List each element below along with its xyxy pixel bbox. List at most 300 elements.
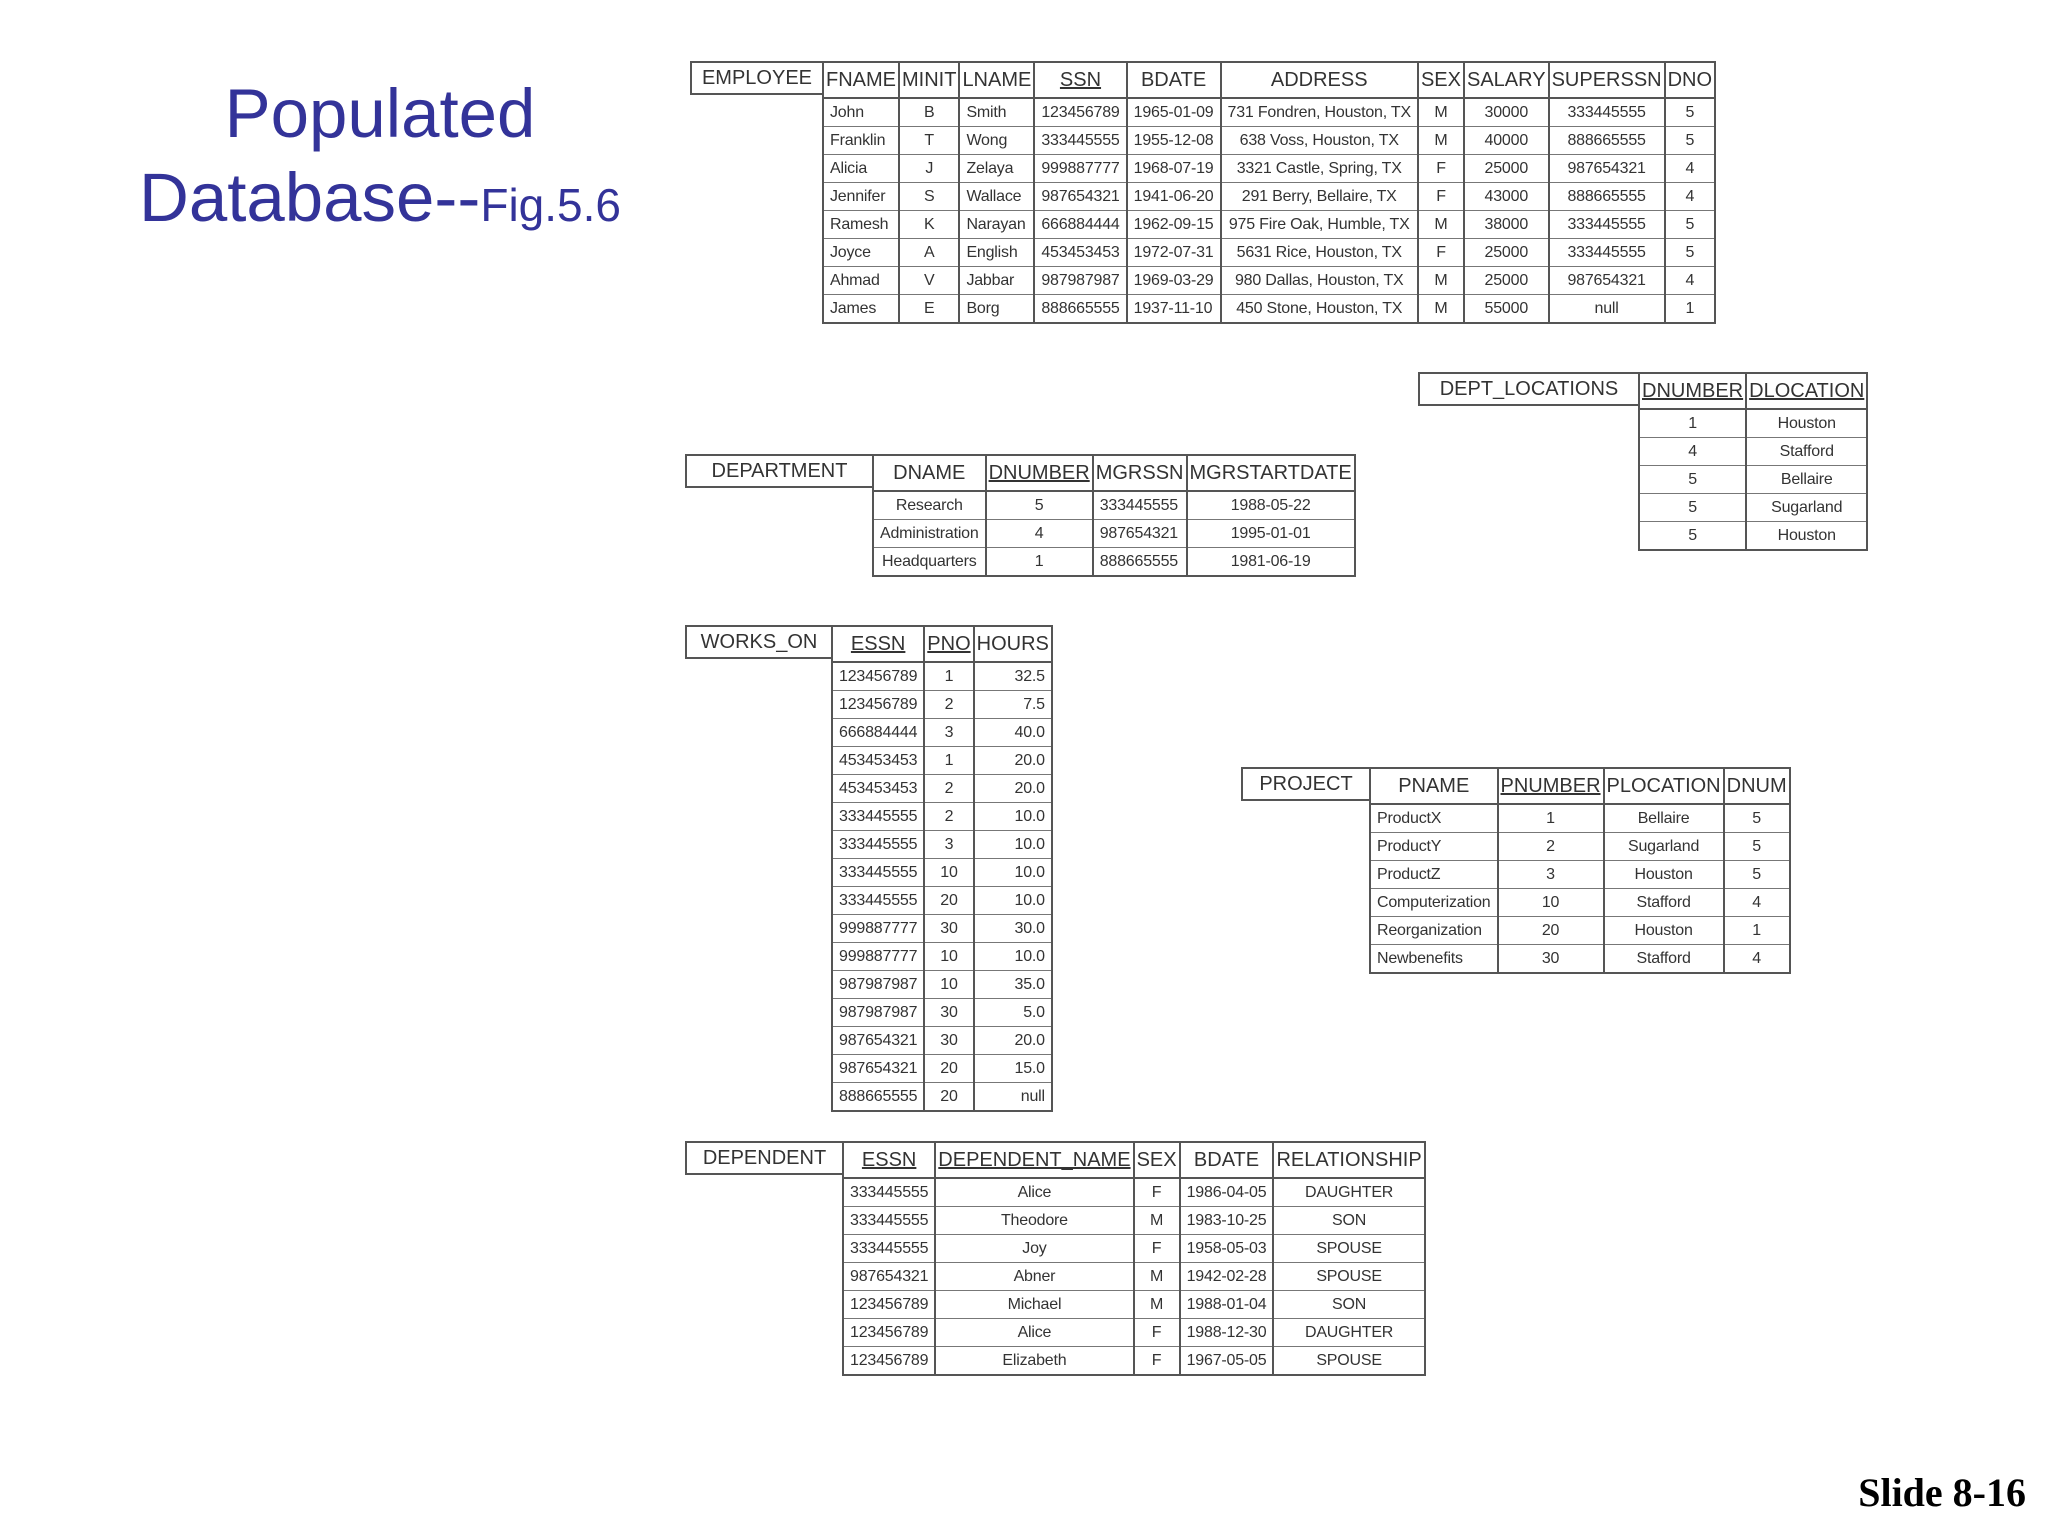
employee-cell-fname: Ahmad bbox=[823, 267, 899, 295]
employee-row bbox=[823, 155, 1715, 183]
works-on-column-pno: PNO bbox=[924, 626, 973, 662]
works-on-row bbox=[832, 1027, 1052, 1055]
dependent-cell-relationship: DAUGHTER bbox=[1273, 1178, 1424, 1207]
works-on-row bbox=[832, 803, 1052, 831]
dependent-cell-dependent-name: Theodore bbox=[935, 1207, 1133, 1235]
works-on-column-essn: ESSN bbox=[832, 626, 924, 662]
dept-locations-cell-dnumber: 5 bbox=[1639, 466, 1746, 494]
project-cell-pname: Computerization bbox=[1370, 889, 1498, 917]
dependent-cell-dependent-name: Joy bbox=[935, 1235, 1133, 1263]
slide-title-fig: Fig.5.6 bbox=[480, 179, 621, 231]
employee-cell-ssn: 453453453 bbox=[1034, 239, 1126, 267]
dept-locations-header-row bbox=[1639, 373, 1867, 409]
department-cell-mgrstartdate: 1981-06-19 bbox=[1187, 548, 1355, 577]
employee-column-minit: MINIT bbox=[899, 62, 959, 98]
department-cell-dname: Research bbox=[873, 491, 986, 520]
project-cell-dnum: 5 bbox=[1724, 833, 1790, 861]
dept-locations-cell-dlocation: Houston bbox=[1746, 409, 1867, 438]
works-on-row bbox=[832, 1055, 1052, 1083]
employee-cell-bdate: 1969-03-29 bbox=[1127, 267, 1221, 295]
employee-cell-dno: 4 bbox=[1665, 183, 1715, 211]
dependent-header-row bbox=[843, 1142, 1425, 1178]
employee-cell-superssn: 888665555 bbox=[1549, 183, 1665, 211]
slide-number: Slide 8-16 bbox=[1858, 1470, 2026, 1515]
employee-cell-minit: V bbox=[899, 267, 959, 295]
dependent-cell-sex: F bbox=[1134, 1235, 1180, 1263]
dependent-cell-relationship: SPOUSE bbox=[1273, 1263, 1424, 1291]
dependent-cell-dependent-name: Michael bbox=[935, 1291, 1133, 1319]
employee-cell-sex: F bbox=[1418, 155, 1464, 183]
dependent-cell-sex: M bbox=[1134, 1291, 1180, 1319]
project-header-row bbox=[1370, 768, 1790, 804]
dependent-cell-essn: 123456789 bbox=[843, 1291, 935, 1319]
project-cell-pnumber: 30 bbox=[1498, 945, 1604, 974]
works-on-cell-pno: 2 bbox=[924, 775, 973, 803]
dept-locations-cell-dlocation: Houston bbox=[1746, 522, 1867, 551]
works-on-cell-pno: 20 bbox=[924, 887, 973, 915]
project-cell-dnum: 5 bbox=[1724, 804, 1790, 833]
employee-cell-bdate: 1968-07-19 bbox=[1127, 155, 1221, 183]
dependent-cell-bdate: 1988-12-30 bbox=[1180, 1319, 1274, 1347]
works-on-row bbox=[832, 971, 1052, 999]
works-on-cell-pno: 3 bbox=[924, 831, 973, 859]
department-row bbox=[873, 548, 1355, 577]
dependent-cell-sex: F bbox=[1134, 1319, 1180, 1347]
department-row bbox=[873, 491, 1355, 520]
employee-cell-sex: M bbox=[1418, 267, 1464, 295]
dependent-cell-bdate: 1967-05-05 bbox=[1180, 1347, 1274, 1376]
works-on-cell-essn: 123456789 bbox=[832, 691, 924, 719]
department-cell-dnumber: 5 bbox=[986, 491, 1093, 520]
dependent-cell-dependent-name: Alice bbox=[935, 1319, 1133, 1347]
employee-column-bdate: BDATE bbox=[1127, 62, 1221, 98]
department-cell-mgrssn: 888665555 bbox=[1093, 548, 1187, 577]
dependent-column-relationship: RELATIONSHIP bbox=[1273, 1142, 1424, 1178]
dependent-column-essn: ESSN bbox=[843, 1142, 935, 1178]
employee-cell-address: 731 Fondren, Houston, TX bbox=[1221, 98, 1418, 127]
works-on-cell-essn: 987654321 bbox=[832, 1055, 924, 1083]
dependent-cell-dependent-name: Abner bbox=[935, 1263, 1133, 1291]
project-cell-plocation: Sugarland bbox=[1604, 833, 1724, 861]
works-on-cell-pno: 2 bbox=[924, 691, 973, 719]
works-on-cell-hours: 20.0 bbox=[974, 775, 1052, 803]
employee-cell-sex: F bbox=[1418, 183, 1464, 211]
dependent-row bbox=[843, 1263, 1425, 1291]
works-on-cell-pno: 1 bbox=[924, 662, 973, 691]
employee-cell-fname: James bbox=[823, 295, 899, 324]
employee-cell-ssn: 333445555 bbox=[1034, 127, 1126, 155]
works-on-cell-essn: 999887777 bbox=[832, 943, 924, 971]
project-cell-dnum: 4 bbox=[1724, 945, 1790, 974]
works-on-header-row bbox=[832, 626, 1052, 662]
dept-locations-row bbox=[1639, 438, 1867, 466]
works-on-cell-pno: 10 bbox=[924, 859, 973, 887]
employee-cell-sex: M bbox=[1418, 295, 1464, 324]
works-on-cell-hours: 35.0 bbox=[974, 971, 1052, 999]
dept-locations-row bbox=[1639, 409, 1867, 438]
employee-column-superssn: SUPERSSN bbox=[1549, 62, 1665, 98]
project-cell-pnumber: 1 bbox=[1498, 804, 1604, 833]
dept-locations-column-dnumber: DNUMBER bbox=[1639, 373, 1746, 409]
employee-cell-dno: 5 bbox=[1665, 211, 1715, 239]
works-on-cell-essn: 453453453 bbox=[832, 747, 924, 775]
dept-locations-row bbox=[1639, 494, 1867, 522]
dependent-cell-sex: F bbox=[1134, 1178, 1180, 1207]
department-column-dname: DNAME bbox=[873, 455, 986, 491]
works-on-cell-essn: 987654321 bbox=[832, 1027, 924, 1055]
employee-cell-fname: Ramesh bbox=[823, 211, 899, 239]
works-on-cell-hours: 15.0 bbox=[974, 1055, 1052, 1083]
employee-cell-bdate: 1962-09-15 bbox=[1127, 211, 1221, 239]
dependent-cell-bdate: 1942-02-28 bbox=[1180, 1263, 1274, 1291]
department-cell-dnumber: 4 bbox=[986, 520, 1093, 548]
works-on-cell-hours: 10.0 bbox=[974, 943, 1052, 971]
works-on-row bbox=[832, 887, 1052, 915]
dept-locations-relation-name: DEPT_LOCATIONS bbox=[1418, 372, 1640, 406]
department-header-row bbox=[873, 455, 1355, 491]
slide-title-main: Database-- bbox=[139, 159, 481, 236]
works-on-cell-essn: 987987987 bbox=[832, 971, 924, 999]
employee-cell-minit: T bbox=[899, 127, 959, 155]
works-on-cell-essn: 333445555 bbox=[832, 831, 924, 859]
employee-cell-bdate: 1972-07-31 bbox=[1127, 239, 1221, 267]
employee-cell-address: 450 Stone, Houston, TX bbox=[1221, 295, 1418, 324]
employee-cell-lname: Narayan bbox=[959, 211, 1034, 239]
dependent-cell-relationship: SPOUSE bbox=[1273, 1235, 1424, 1263]
works-on-table bbox=[831, 625, 1053, 1112]
works-on-cell-essn: 999887777 bbox=[832, 915, 924, 943]
employee-cell-superssn: 987654321 bbox=[1549, 267, 1665, 295]
dependent-column-bdate: BDATE bbox=[1180, 1142, 1274, 1178]
project-cell-pname: ProductX bbox=[1370, 804, 1498, 833]
project-row bbox=[1370, 889, 1790, 917]
dependent-row bbox=[843, 1178, 1425, 1207]
dept-locations-row bbox=[1639, 522, 1867, 551]
dependent-cell-essn: 333445555 bbox=[843, 1235, 935, 1263]
employee-column-dno: DNO bbox=[1665, 62, 1715, 98]
dependent-row bbox=[843, 1235, 1425, 1263]
works-on-cell-pno: 30 bbox=[924, 1027, 973, 1055]
employee-cell-address: 3321 Castle, Spring, TX bbox=[1221, 155, 1418, 183]
employee-cell-fname: Joyce bbox=[823, 239, 899, 267]
dependent-cell-essn: 987654321 bbox=[843, 1263, 935, 1291]
employee-cell-fname: Alicia bbox=[823, 155, 899, 183]
employee-cell-salary: 25000 bbox=[1464, 155, 1549, 183]
employee-cell-salary: 30000 bbox=[1464, 98, 1549, 127]
employee-cell-minit: K bbox=[899, 211, 959, 239]
department-column-mgrstartdate: MGRSTARTDATE bbox=[1187, 455, 1355, 491]
works-on-cell-pno: 3 bbox=[924, 719, 973, 747]
employee-cell-minit: J bbox=[899, 155, 959, 183]
employee-column-ssn: SSN bbox=[1034, 62, 1126, 98]
employee-cell-lname: Wong bbox=[959, 127, 1034, 155]
works-on-cell-pno: 20 bbox=[924, 1083, 973, 1112]
employee-cell-dno: 5 bbox=[1665, 98, 1715, 127]
department-column-mgrssn: MGRSSN bbox=[1093, 455, 1187, 491]
employee-cell-ssn: 123456789 bbox=[1034, 98, 1126, 127]
works-on-cell-hours: 30.0 bbox=[974, 915, 1052, 943]
project-cell-pnumber: 2 bbox=[1498, 833, 1604, 861]
employee-cell-superssn: 987654321 bbox=[1549, 155, 1665, 183]
employee-cell-minit: B bbox=[899, 98, 959, 127]
employee-cell-sex: M bbox=[1418, 127, 1464, 155]
dept-locations-cell-dnumber: 1 bbox=[1639, 409, 1746, 438]
project-row bbox=[1370, 804, 1790, 833]
department-cell-dname: Administration bbox=[873, 520, 986, 548]
department-cell-mgrstartdate: 1988-05-22 bbox=[1187, 491, 1355, 520]
project-row bbox=[1370, 861, 1790, 889]
employee-column-fname: FNAME bbox=[823, 62, 899, 98]
employee-cell-address: 5631 Rice, Houston, TX bbox=[1221, 239, 1418, 267]
employee-cell-fname: John bbox=[823, 98, 899, 127]
department-cell-dname: Headquarters bbox=[873, 548, 986, 577]
dependent-cell-bdate: 1983-10-25 bbox=[1180, 1207, 1274, 1235]
employee-cell-bdate: 1965-01-09 bbox=[1127, 98, 1221, 127]
works-on-row bbox=[832, 999, 1052, 1027]
works-on-cell-hours: null bbox=[974, 1083, 1052, 1112]
project-cell-dnum: 1 bbox=[1724, 917, 1790, 945]
works-on-cell-essn: 888665555 bbox=[832, 1083, 924, 1112]
project-cell-dnum: 5 bbox=[1724, 861, 1790, 889]
dependent-row bbox=[843, 1291, 1425, 1319]
works-on-cell-hours: 40.0 bbox=[974, 719, 1052, 747]
project-cell-pnumber: 3 bbox=[1498, 861, 1604, 889]
works-on-cell-hours: 32.5 bbox=[974, 662, 1052, 691]
works-on-cell-hours: 10.0 bbox=[974, 887, 1052, 915]
employee-cell-dno: 5 bbox=[1665, 239, 1715, 267]
works-on-cell-pno: 1 bbox=[924, 747, 973, 775]
project-cell-plocation: Stafford bbox=[1604, 945, 1724, 974]
employee-cell-ssn: 888665555 bbox=[1034, 295, 1126, 324]
employee-cell-address: 291 Berry, Bellaire, TX bbox=[1221, 183, 1418, 211]
employee-cell-superssn: null bbox=[1549, 295, 1665, 324]
works-on-cell-hours: 20.0 bbox=[974, 1027, 1052, 1055]
department-cell-mgrssn: 987654321 bbox=[1093, 520, 1187, 548]
employee-cell-salary: 25000 bbox=[1464, 239, 1549, 267]
department-row bbox=[873, 520, 1355, 548]
slide-title-line1: Populated bbox=[224, 75, 536, 152]
project-cell-pnumber: 20 bbox=[1498, 917, 1604, 945]
employee-cell-dno: 5 bbox=[1665, 127, 1715, 155]
employee-cell-fname: Franklin bbox=[823, 127, 899, 155]
employee-column-address: ADDRESS bbox=[1221, 62, 1418, 98]
dependent-cell-relationship: DAUGHTER bbox=[1273, 1319, 1424, 1347]
employee-column-salary: SALARY bbox=[1464, 62, 1549, 98]
dependent-cell-essn: 123456789 bbox=[843, 1319, 935, 1347]
dept-locations-row bbox=[1639, 466, 1867, 494]
dept-locations-table bbox=[1638, 372, 1868, 551]
employee-cell-lname: Zelaya bbox=[959, 155, 1034, 183]
employee-row bbox=[823, 267, 1715, 295]
works-on-cell-hours: 10.0 bbox=[974, 831, 1052, 859]
slide-title-line2 bbox=[120, 156, 640, 247]
employee-row bbox=[823, 98, 1715, 127]
project-cell-plocation: Stafford bbox=[1604, 889, 1724, 917]
works-on-row bbox=[832, 691, 1052, 719]
dependent-cell-bdate: 1958-05-03 bbox=[1180, 1235, 1274, 1263]
dependent-relation-name: DEPENDENT bbox=[685, 1141, 844, 1175]
department-column-dnumber: DNUMBER bbox=[986, 455, 1093, 491]
dependent-cell-bdate: 1988-01-04 bbox=[1180, 1291, 1274, 1319]
project-cell-pname: Newbenefits bbox=[1370, 945, 1498, 974]
employee-cell-address: 980 Dallas, Houston, TX bbox=[1221, 267, 1418, 295]
dependent-cell-essn: 333445555 bbox=[843, 1178, 935, 1207]
employee-cell-sex: F bbox=[1418, 239, 1464, 267]
dependent-row bbox=[843, 1207, 1425, 1235]
employee-table bbox=[822, 61, 1716, 324]
employee-cell-dno: 4 bbox=[1665, 155, 1715, 183]
project-cell-plocation: Bellaire bbox=[1604, 804, 1724, 833]
employee-relation-name: EMPLOYEE bbox=[690, 61, 824, 95]
works-on-cell-hours: 7.5 bbox=[974, 691, 1052, 719]
dependent-column-sex: SEX bbox=[1134, 1142, 1180, 1178]
employee-cell-lname: Wallace bbox=[959, 183, 1034, 211]
employee-column-lname: LNAME bbox=[959, 62, 1034, 98]
employee-row bbox=[823, 239, 1715, 267]
employee-cell-lname: English bbox=[959, 239, 1034, 267]
works-on-cell-essn: 333445555 bbox=[832, 803, 924, 831]
employee-cell-superssn: 888665555 bbox=[1549, 127, 1665, 155]
dependent-table bbox=[842, 1141, 1426, 1376]
dependent-cell-sex: F bbox=[1134, 1347, 1180, 1376]
employee-cell-salary: 25000 bbox=[1464, 267, 1549, 295]
employee-cell-salary: 43000 bbox=[1464, 183, 1549, 211]
project-cell-pnumber: 10 bbox=[1498, 889, 1604, 917]
dependent-cell-sex: M bbox=[1134, 1207, 1180, 1235]
project-column-plocation: PLOCATION bbox=[1604, 768, 1724, 804]
works-on-cell-hours: 5.0 bbox=[974, 999, 1052, 1027]
project-table bbox=[1369, 767, 1791, 974]
employee-row bbox=[823, 183, 1715, 211]
project-cell-dnum: 4 bbox=[1724, 889, 1790, 917]
employee-cell-superssn: 333445555 bbox=[1549, 98, 1665, 127]
employee-row bbox=[823, 211, 1715, 239]
project-cell-plocation: Houston bbox=[1604, 861, 1724, 889]
employee-cell-address: 638 Voss, Houston, TX bbox=[1221, 127, 1418, 155]
works-on-column-hours: HOURS bbox=[974, 626, 1052, 662]
employee-cell-bdate: 1937-11-10 bbox=[1127, 295, 1221, 324]
department-cell-mgrssn: 333445555 bbox=[1093, 491, 1187, 520]
dependent-row bbox=[843, 1347, 1425, 1376]
dependent-cell-sex: M bbox=[1134, 1263, 1180, 1291]
project-cell-pname: Reorganization bbox=[1370, 917, 1498, 945]
employee-row bbox=[823, 127, 1715, 155]
employee-cell-minit: A bbox=[899, 239, 959, 267]
dependent-cell-relationship: SPOUSE bbox=[1273, 1347, 1424, 1376]
dependent-cell-relationship: SON bbox=[1273, 1291, 1424, 1319]
dependent-cell-essn: 123456789 bbox=[843, 1347, 935, 1376]
employee-cell-superssn: 333445555 bbox=[1549, 211, 1665, 239]
works-on-row bbox=[832, 915, 1052, 943]
works-on-row bbox=[832, 775, 1052, 803]
department-cell-mgrstartdate: 1995-01-01 bbox=[1187, 520, 1355, 548]
works-on-cell-pno: 20 bbox=[924, 1055, 973, 1083]
employee-cell-salary: 38000 bbox=[1464, 211, 1549, 239]
employee-cell-minit: S bbox=[899, 183, 959, 211]
dependent-cell-dependent-name: Elizabeth bbox=[935, 1347, 1133, 1376]
works-on-cell-essn: 123456789 bbox=[832, 662, 924, 691]
project-row bbox=[1370, 833, 1790, 861]
works-on-cell-pno: 2 bbox=[924, 803, 973, 831]
department-relation-name: DEPARTMENT bbox=[685, 454, 874, 488]
works-on-row bbox=[832, 1083, 1052, 1112]
dependent-cell-dependent-name: Alice bbox=[935, 1178, 1133, 1207]
employee-cell-dno: 1 bbox=[1665, 295, 1715, 324]
dept-locations-cell-dlocation: Sugarland bbox=[1746, 494, 1867, 522]
works-on-row bbox=[832, 943, 1052, 971]
department-table bbox=[872, 454, 1356, 577]
project-cell-plocation: Houston bbox=[1604, 917, 1724, 945]
employee-cell-lname: Smith bbox=[959, 98, 1034, 127]
works-on-cell-pno: 10 bbox=[924, 943, 973, 971]
employee-cell-ssn: 666884444 bbox=[1034, 211, 1126, 239]
dependent-cell-essn: 333445555 bbox=[843, 1207, 935, 1235]
dept-locations-cell-dnumber: 5 bbox=[1639, 494, 1746, 522]
works-on-row bbox=[832, 859, 1052, 887]
employee-cell-fname: Jennifer bbox=[823, 183, 899, 211]
project-cell-pname: ProductY bbox=[1370, 833, 1498, 861]
works-on-cell-hours: 10.0 bbox=[974, 803, 1052, 831]
works-on-cell-essn: 987987987 bbox=[832, 999, 924, 1027]
works-on-row bbox=[832, 747, 1052, 775]
works-on-row bbox=[832, 831, 1052, 859]
dept-locations-cell-dnumber: 4 bbox=[1639, 438, 1746, 466]
employee-cell-address: 975 Fire Oak, Humble, TX bbox=[1221, 211, 1418, 239]
employee-cell-sex: M bbox=[1418, 98, 1464, 127]
project-relation-name: PROJECT bbox=[1241, 767, 1371, 801]
employee-cell-salary: 55000 bbox=[1464, 295, 1549, 324]
works-on-cell-essn: 453453453 bbox=[832, 775, 924, 803]
project-column-pnumber: PNUMBER bbox=[1498, 768, 1604, 804]
employee-cell-superssn: 333445555 bbox=[1549, 239, 1665, 267]
project-column-dnum: DNUM bbox=[1724, 768, 1790, 804]
dept-locations-cell-dlocation: Stafford bbox=[1746, 438, 1867, 466]
department-cell-dnumber: 1 bbox=[986, 548, 1093, 577]
employee-cell-bdate: 1955-12-08 bbox=[1127, 127, 1221, 155]
employee-cell-lname: Borg bbox=[959, 295, 1034, 324]
slide-title bbox=[120, 72, 640, 247]
dependent-cell-bdate: 1986-04-05 bbox=[1180, 1178, 1274, 1207]
works-on-cell-hours: 20.0 bbox=[974, 747, 1052, 775]
works-on-cell-pno: 30 bbox=[924, 915, 973, 943]
employee-cell-sex: M bbox=[1418, 211, 1464, 239]
project-cell-pname: ProductZ bbox=[1370, 861, 1498, 889]
works-on-cell-pno: 30 bbox=[924, 999, 973, 1027]
employee-column-sex: SEX bbox=[1418, 62, 1464, 98]
dept-locations-cell-dlocation: Bellaire bbox=[1746, 466, 1867, 494]
project-row bbox=[1370, 917, 1790, 945]
employee-cell-dno: 4 bbox=[1665, 267, 1715, 295]
employee-header-row bbox=[823, 62, 1715, 98]
works-on-cell-hours: 10.0 bbox=[974, 859, 1052, 887]
dept-locations-cell-dnumber: 5 bbox=[1639, 522, 1746, 551]
project-column-pname: PNAME bbox=[1370, 768, 1498, 804]
employee-row bbox=[823, 295, 1715, 324]
dept-locations-column-dlocation: DLOCATION bbox=[1746, 373, 1867, 409]
dependent-row bbox=[843, 1319, 1425, 1347]
dependent-cell-relationship: SON bbox=[1273, 1207, 1424, 1235]
works-on-cell-essn: 666884444 bbox=[832, 719, 924, 747]
works-on-row bbox=[832, 719, 1052, 747]
employee-cell-lname: Jabbar bbox=[959, 267, 1034, 295]
employee-cell-salary: 40000 bbox=[1464, 127, 1549, 155]
employee-cell-bdate: 1941-06-20 bbox=[1127, 183, 1221, 211]
works-on-cell-pno: 10 bbox=[924, 971, 973, 999]
works-on-relation-name: WORKS_ON bbox=[685, 625, 833, 659]
works-on-cell-essn: 333445555 bbox=[832, 859, 924, 887]
employee-cell-minit: E bbox=[899, 295, 959, 324]
works-on-cell-essn: 333445555 bbox=[832, 887, 924, 915]
